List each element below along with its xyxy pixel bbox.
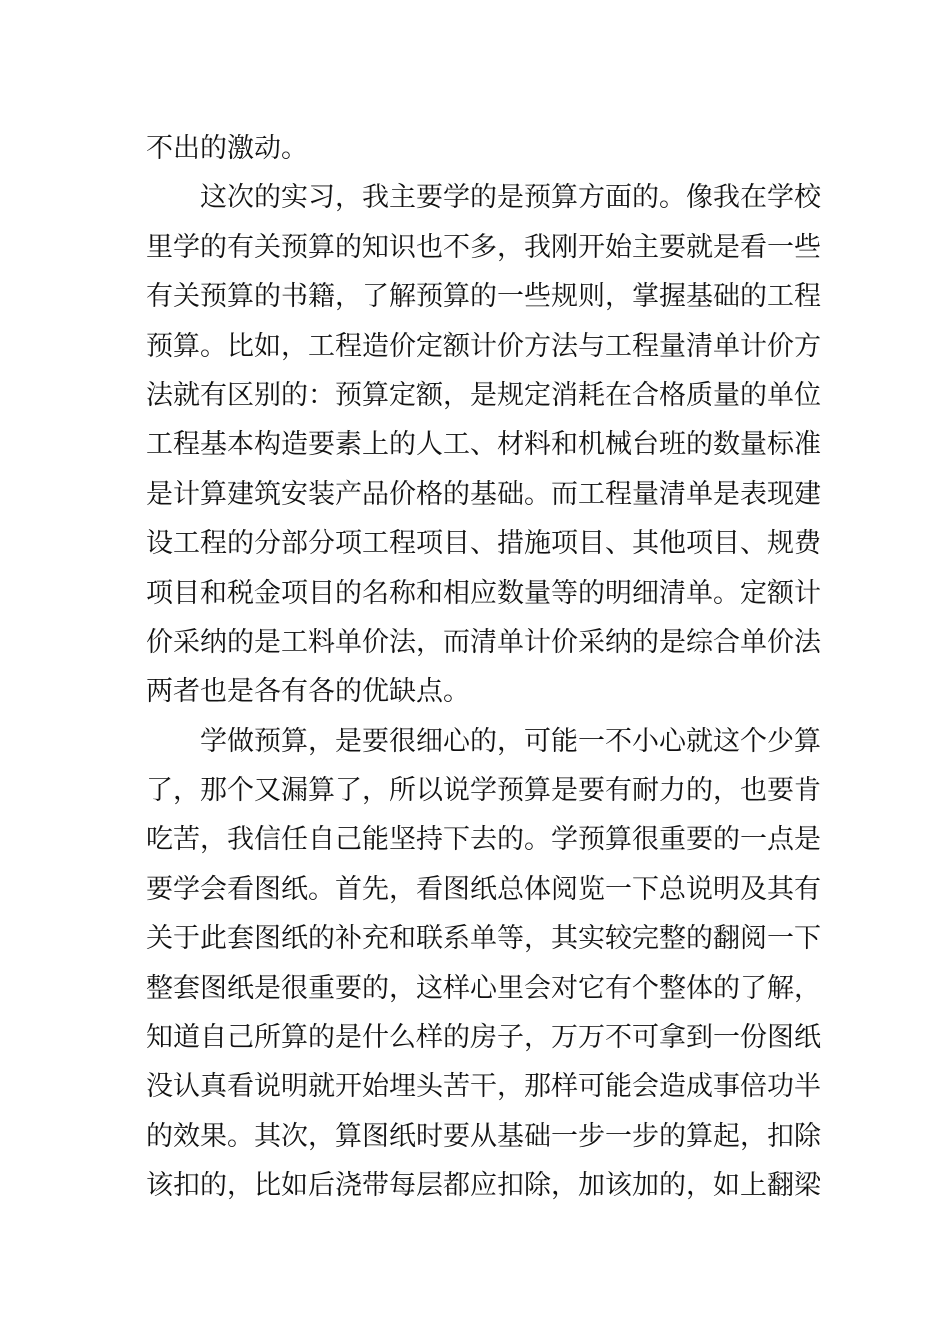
text-line: 要学会看图纸。首先，看图纸总体阅览一下总说明及其有 xyxy=(146,873,821,905)
text-line: 法就有区别的：预算定额，是规定消耗在合格质量的单位 xyxy=(146,379,821,411)
text-line: 价采纳的是工料单价法，而清单计价采纳的是综合单价法 xyxy=(146,626,821,658)
text-line: 里学的有关预算的知识也不多，我刚开始主要就是看一些 xyxy=(146,231,821,263)
text-line: 有关预算的书籍，了解预算的一些规则，掌握基础的工程 xyxy=(146,281,821,313)
text-line: 这次的实习，我主要学的是预算方面的。像我在学校 xyxy=(200,182,821,214)
text-line: 学做预算，是要很细心的，可能一不小心就这个少算 xyxy=(200,725,821,757)
text-line: 不出的激动。 xyxy=(146,133,308,164)
text-line: 了，那个又漏算了，所以说学预算是要有耐力的，也要肯 xyxy=(146,775,821,807)
text-line: 知道自己所算的是什么样的房子，万万不可拿到一份图纸 xyxy=(146,1022,821,1054)
text-line: 该扣的，比如后浇带每层都应扣除，加该加的，如上翻梁 xyxy=(146,1170,821,1202)
text-line: 关于此套图纸的补充和联系单等，其实较完整的翻阅一下 xyxy=(146,923,821,955)
text-line: 项目和税金项目的名称和相应数量等的明细清单。定额计 xyxy=(146,577,821,609)
body-text xyxy=(146,124,821,1211)
text-line: 工程基本构造要素上的人工、材料和机械台班的数量标准 xyxy=(146,429,821,461)
text-line: 预算。比如，工程造价定额计价方法与工程量清单计价方 xyxy=(146,330,821,362)
text-line: 没认真看说明就开始埋头苦干，那样可能会造成事倍功半 xyxy=(146,1071,821,1103)
text-line: 两者也是各有各的优缺点。 xyxy=(146,676,470,708)
text-line: 设工程的分部分项工程项目、措施项目、其他项目、规费 xyxy=(146,528,821,560)
text-line: 吃苦，我信任自己能坚持下去的。学预算很重要的一点是 xyxy=(146,824,821,856)
text-line: 的效果。其次，算图纸时要从基础一步一步的算起，扣除 xyxy=(146,1120,821,1152)
text-line: 整套图纸是很重要的，这样心里会对它有个整体的了解， xyxy=(146,972,821,1004)
text-line: 是计算建筑安装产品价格的基础。而工程量清单是表现建 xyxy=(146,478,821,510)
